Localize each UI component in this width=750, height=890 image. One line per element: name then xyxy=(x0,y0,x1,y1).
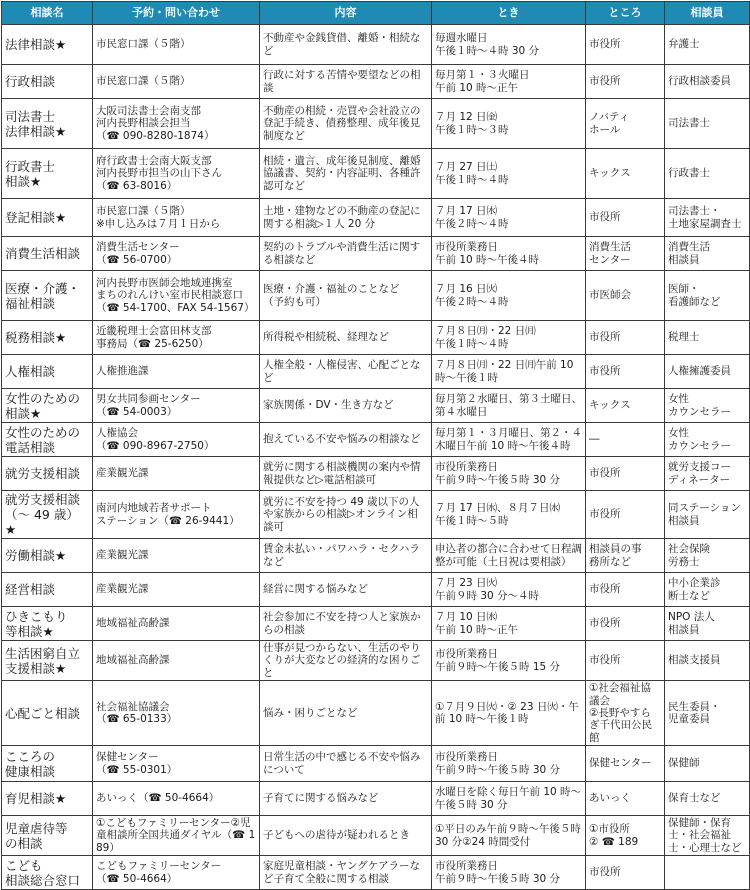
table-row xyxy=(2,65,750,99)
table-row xyxy=(2,641,750,681)
cell-contact: 市民窓口課（５階） ※申し込みは７月１日から xyxy=(93,199,260,237)
cell-staff: 行政書士 xyxy=(665,149,750,199)
table-row xyxy=(2,746,750,782)
cell-contact: 近畿税理士会富田林支部 事務局（☎ 25-6250） xyxy=(93,321,260,355)
cell-content: 不動産の相続・売買や会社設立の登記手続き、債務整理、成年後見制度など xyxy=(260,99,432,149)
cell-where: キックス xyxy=(586,389,665,423)
cell-contact: 産業観光課 xyxy=(93,573,260,607)
cell-content: 子育てに関する悩みなど xyxy=(260,782,432,816)
table-row xyxy=(2,782,750,816)
cell-contact: 地域福祉高齢課 xyxy=(93,641,260,681)
cell-staff: 行政相談委員 xyxy=(665,65,750,99)
cell-where: キックス xyxy=(586,149,665,199)
table-row xyxy=(2,607,750,641)
header-contact: 予約・問い合わせ xyxy=(93,2,260,25)
cell-contact: 南河内地域若者サポート ステーション（☎ 26-9441） xyxy=(93,491,260,539)
header-name: 相談名 xyxy=(2,2,93,25)
cell-where: 市役所 xyxy=(586,856,665,890)
cell-content: 医療・介護・福祉のことなど （予約も可） xyxy=(260,271,432,321)
cell-when: ７月 27 日㈯ 午後１時〜４時 xyxy=(432,149,586,199)
cell-when: 水曜日を除く毎日午前 10 時〜午後５時 30 分 xyxy=(432,782,586,816)
cell-content: 契約のトラブルや消費生活に関する相談など xyxy=(260,237,432,271)
cell-where: 消費生活 センター xyxy=(586,237,665,271)
cell-name: 人権相談 xyxy=(2,355,93,389)
cell-staff xyxy=(665,856,750,890)
cell-name: 労働相談★ xyxy=(2,539,93,573)
header-staff: 相談員 xyxy=(665,2,750,25)
cell-staff: 司法書士・ 土地家屋調査士 xyxy=(665,199,750,237)
cell-when: 毎月第１・３月曜日、第２・４木曜日午前 10 時〜午後４時 xyxy=(432,423,586,457)
cell-staff: 就労支援コー ディネーター xyxy=(665,457,750,491)
cell-content: 悩み・困りごとなど xyxy=(260,681,432,746)
cell-where: 市役所 xyxy=(586,641,665,681)
cell-when: 市役所業務日 午前９時〜午後５時 30 分 xyxy=(432,856,586,890)
cell-when: 市役所業務日 午前 10 時〜午後４時 xyxy=(432,237,586,271)
cell-contact: 男女共同参画センター （☎ 54-0003） xyxy=(93,389,260,423)
cell-when: ７月 12 日㈮ 午後１時〜３時 xyxy=(432,99,586,149)
table-row xyxy=(2,237,750,271)
consultation-table xyxy=(1,1,750,890)
cell-staff: 弁護士 xyxy=(665,25,750,65)
cell-name: 経営相談 xyxy=(2,573,93,607)
cell-where: 市役所 xyxy=(586,321,665,355)
cell-content: 不動産や金銭貸借、離婚・相続など xyxy=(260,25,432,65)
table-body xyxy=(2,25,750,890)
table-row xyxy=(2,856,750,890)
cell-when: ７月 23 日㈫ 午前９時 30 分〜４時 xyxy=(432,573,586,607)
cell-name: 生活困窮自立 支援相談★ xyxy=(2,641,93,681)
cell-staff: 中小企業診 断士など xyxy=(665,573,750,607)
cell-contact: 府行政書士会南大阪支部 河内長野市担当の山下さん （☎ 63-8016） xyxy=(93,149,260,199)
cell-content: 仕事が見つからない、生活のやりくりが大変などの経済的な困りごと xyxy=(260,641,432,681)
cell-where: ①市役所 ② ☎ 189 xyxy=(586,816,665,856)
cell-content: 行政に対する苦情や要望などの相談 xyxy=(260,65,432,99)
cell-name: 行政相談 xyxy=(2,65,93,99)
cell-content: 人権全般・人権侵害、心配ごとなど xyxy=(260,355,432,389)
cell-contact: こどもファミリーセンター （☎ 50-4664） xyxy=(93,856,260,890)
cell-name: 就労支援相談 （〜 49 歳）★ xyxy=(2,491,93,539)
cell-name: 心配ごと相談 xyxy=(2,681,93,746)
cell-name: 消費生活相談 xyxy=(2,237,93,271)
cell-content: 経営に関する悩みなど xyxy=(260,573,432,607)
cell-when: ①平日のみ午前９時〜午後５時 30 分②24 時間受付 xyxy=(432,816,586,856)
cell-content: 日常生活の中で感じる不安や悩みについて xyxy=(260,746,432,782)
cell-when: 毎月第２水曜日、第３土曜日、第４水曜日 xyxy=(432,389,586,423)
cell-content: 土地・建物などの不動産の登記に関する相談▷１人 20 分 xyxy=(260,199,432,237)
cell-when: ７月 16 日㈫ 午後２時〜４時 xyxy=(432,271,586,321)
cell-when: 市役所業務日 午前９時〜午後５時 30 分 xyxy=(432,457,586,491)
cell-where: 市役所 xyxy=(586,65,665,99)
cell-staff: 民生委員・ 児童委員 xyxy=(665,681,750,746)
cell-staff: 消費生活 相談員 xyxy=(665,237,750,271)
table-row xyxy=(2,457,750,491)
cell-where: ― xyxy=(586,423,665,457)
cell-contact: あいっく（☎ 50-4664） xyxy=(93,782,260,816)
cell-when: 市役所業務日 午前９時〜午後５時 30 分 xyxy=(432,746,586,782)
cell-when: 市役所業務日 午前９時〜午後５時 15 分 xyxy=(432,641,586,681)
cell-name: 行政書士 相談★ xyxy=(2,149,93,199)
table-row xyxy=(2,389,750,423)
cell-staff: 社会保険 労務士 xyxy=(665,539,750,573)
cell-contact: ①こどもファミリーセンター②児童相談所全国共通ダイヤル（☎ 189） xyxy=(93,816,260,856)
cell-when: 申込者の都合に合わせて日程調整が可能（土日祝は要相談） xyxy=(432,539,586,573)
cell-where: 市医師会 xyxy=(586,271,665,321)
cell-name: 就労支援相談 xyxy=(2,457,93,491)
cell-where: ノバティ ホール xyxy=(586,99,665,149)
cell-name: 女性のための 相談★ xyxy=(2,389,93,423)
cell-name: ひきこもり 等相談★ xyxy=(2,607,93,641)
cell-staff: 税理士 xyxy=(665,321,750,355)
cell-staff: 相談支援員 xyxy=(665,641,750,681)
cell-when: 毎週水曜日 午後１時〜４時 30 分 xyxy=(432,25,586,65)
cell-name: 児童虐待等 の相談 xyxy=(2,816,93,856)
cell-where: 保健センター xyxy=(586,746,665,782)
cell-name: 医療・介護・ 福祉相談 xyxy=(2,271,93,321)
cell-where: あいっく xyxy=(586,782,665,816)
cell-contact: 保健センター （☎ 55-0301） xyxy=(93,746,260,782)
cell-where: 市役所 xyxy=(586,491,665,539)
cell-contact: 産業観光課 xyxy=(93,539,260,573)
cell-where: 市役所 xyxy=(586,573,665,607)
cell-when: ７月８日㈪・22 日㈪午前 10 時〜午後１時 xyxy=(432,355,586,389)
cell-when: ７月８日㈪・22 日㈪ 午後１時〜４時 xyxy=(432,321,586,355)
cell-contact: 市民窓口課（５階） xyxy=(93,25,260,65)
table-row xyxy=(2,271,750,321)
table-row xyxy=(2,539,750,573)
cell-content: 家族関係・DV・生き方など xyxy=(260,389,432,423)
table-row xyxy=(2,816,750,856)
cell-when: ７月 10 日㈬ 午前 10 時〜正午 xyxy=(432,607,586,641)
cell-content: 社会参加に不安を持つ人と家族からの相談 xyxy=(260,607,432,641)
cell-where: 市役所 xyxy=(586,457,665,491)
table-row xyxy=(2,25,750,65)
cell-when: 毎月第１・３火曜日 午前 10 時〜正午 xyxy=(432,65,586,99)
cell-contact: 河内長野市医師会地域連携室 まちのれんけい室市民相談窓口 （☎ 54-1700、FAX 54-1567） xyxy=(93,271,260,321)
cell-contact: 人権協会 （☎ 090-8967-2750） xyxy=(93,423,260,457)
cell-staff: 保健師 xyxy=(665,746,750,782)
cell-where: 市役所 xyxy=(586,355,665,389)
table-row xyxy=(2,423,750,457)
cell-name: 税務相談★ xyxy=(2,321,93,355)
cell-name: 法律相談★ xyxy=(2,25,93,65)
cell-content: 家庭児童相談・ヤングケアラーなど子育て全般に関する相談 xyxy=(260,856,432,890)
table-row xyxy=(2,681,750,746)
cell-staff: 人権擁護委員 xyxy=(665,355,750,389)
cell-where: 相談員の事 務所など xyxy=(586,539,665,573)
cell-content: 賃金未払い・パワハラ・セクハラなど xyxy=(260,539,432,573)
cell-content: 就労に不安を持つ 49 歳以下の人や家族からの相談▷オンライン相談可 xyxy=(260,491,432,539)
cell-where: ①社会福祉協議会 ②長野やすらぎ千代田公民館 xyxy=(586,681,665,746)
cell-name: 女性のための 電話相談 xyxy=(2,423,93,457)
cell-staff: 医師・ 看護師など xyxy=(665,271,750,321)
header-row xyxy=(2,2,750,25)
cell-when: ７月 17 日㈬、８月７日㈬ 午後１時〜５時 xyxy=(432,491,586,539)
cell-contact: 大阪司法書士会南支部 河内長野相談会担当 （☎ 090-8280-1874） xyxy=(93,99,260,149)
cell-staff: 女性 カウンセラー xyxy=(665,389,750,423)
table-row xyxy=(2,355,750,389)
cell-content: 子どもへの虐待が疑われるとき xyxy=(260,816,432,856)
cell-staff: 同ステーション 相談員 xyxy=(665,491,750,539)
cell-name: こども 相談総合窓口 xyxy=(2,856,93,890)
cell-where: 市役所 xyxy=(586,607,665,641)
cell-contact: 地域福祉高齢課 xyxy=(93,607,260,641)
cell-content: 抱えている不安や悩みの相談など xyxy=(260,423,432,457)
table-row xyxy=(2,149,750,199)
cell-staff: 女性 カウンセラー xyxy=(665,423,750,457)
table-row xyxy=(2,573,750,607)
header-content: 内容 xyxy=(260,2,432,25)
table-row xyxy=(2,321,750,355)
cell-name: 育児相談★ xyxy=(2,782,93,816)
cell-name: 司法書士 法律相談★ xyxy=(2,99,93,149)
header-when: とき xyxy=(432,2,586,25)
header-where: ところ xyxy=(586,2,665,25)
table-row xyxy=(2,491,750,539)
cell-contact: 市民窓口課（５階） xyxy=(93,65,260,99)
cell-contact: 消費生活センター （☎ 56-0700） xyxy=(93,237,260,271)
cell-when: ①７月９日㈫・② 23 日㈫・午前 10 時〜午後１時 xyxy=(432,681,586,746)
cell-name: 登記相談★ xyxy=(2,199,93,237)
cell-contact: 社会福祉協議会 （☎ 65-0133） xyxy=(93,681,260,746)
cell-staff: 保健師・保育士・社会福祉士・心理士など xyxy=(665,816,750,856)
cell-when: ７月 17 日㈬ 午後２時〜４時 xyxy=(432,199,586,237)
cell-contact: 産業観光課 xyxy=(93,457,260,491)
cell-content: 就労に関する相談機関の案内や情報提供など▷電話相談可 xyxy=(260,457,432,491)
cell-name: こころの 健康相談 xyxy=(2,746,93,782)
table-row xyxy=(2,99,750,149)
cell-where: 市役所 xyxy=(586,25,665,65)
cell-content: 所得税や相続税、経理など xyxy=(260,321,432,355)
cell-content: 相続・遺言、成年後見制度、離婚協議書、契約・内容証明、各種許認可など xyxy=(260,149,432,199)
cell-contact: 人権推進課 xyxy=(93,355,260,389)
cell-where: 市役所 xyxy=(586,199,665,237)
cell-staff: NPO 法人 相談員 xyxy=(665,607,750,641)
cell-staff: 保育士など xyxy=(665,782,750,816)
table-row xyxy=(2,199,750,237)
cell-staff: 司法書士 xyxy=(665,99,750,149)
